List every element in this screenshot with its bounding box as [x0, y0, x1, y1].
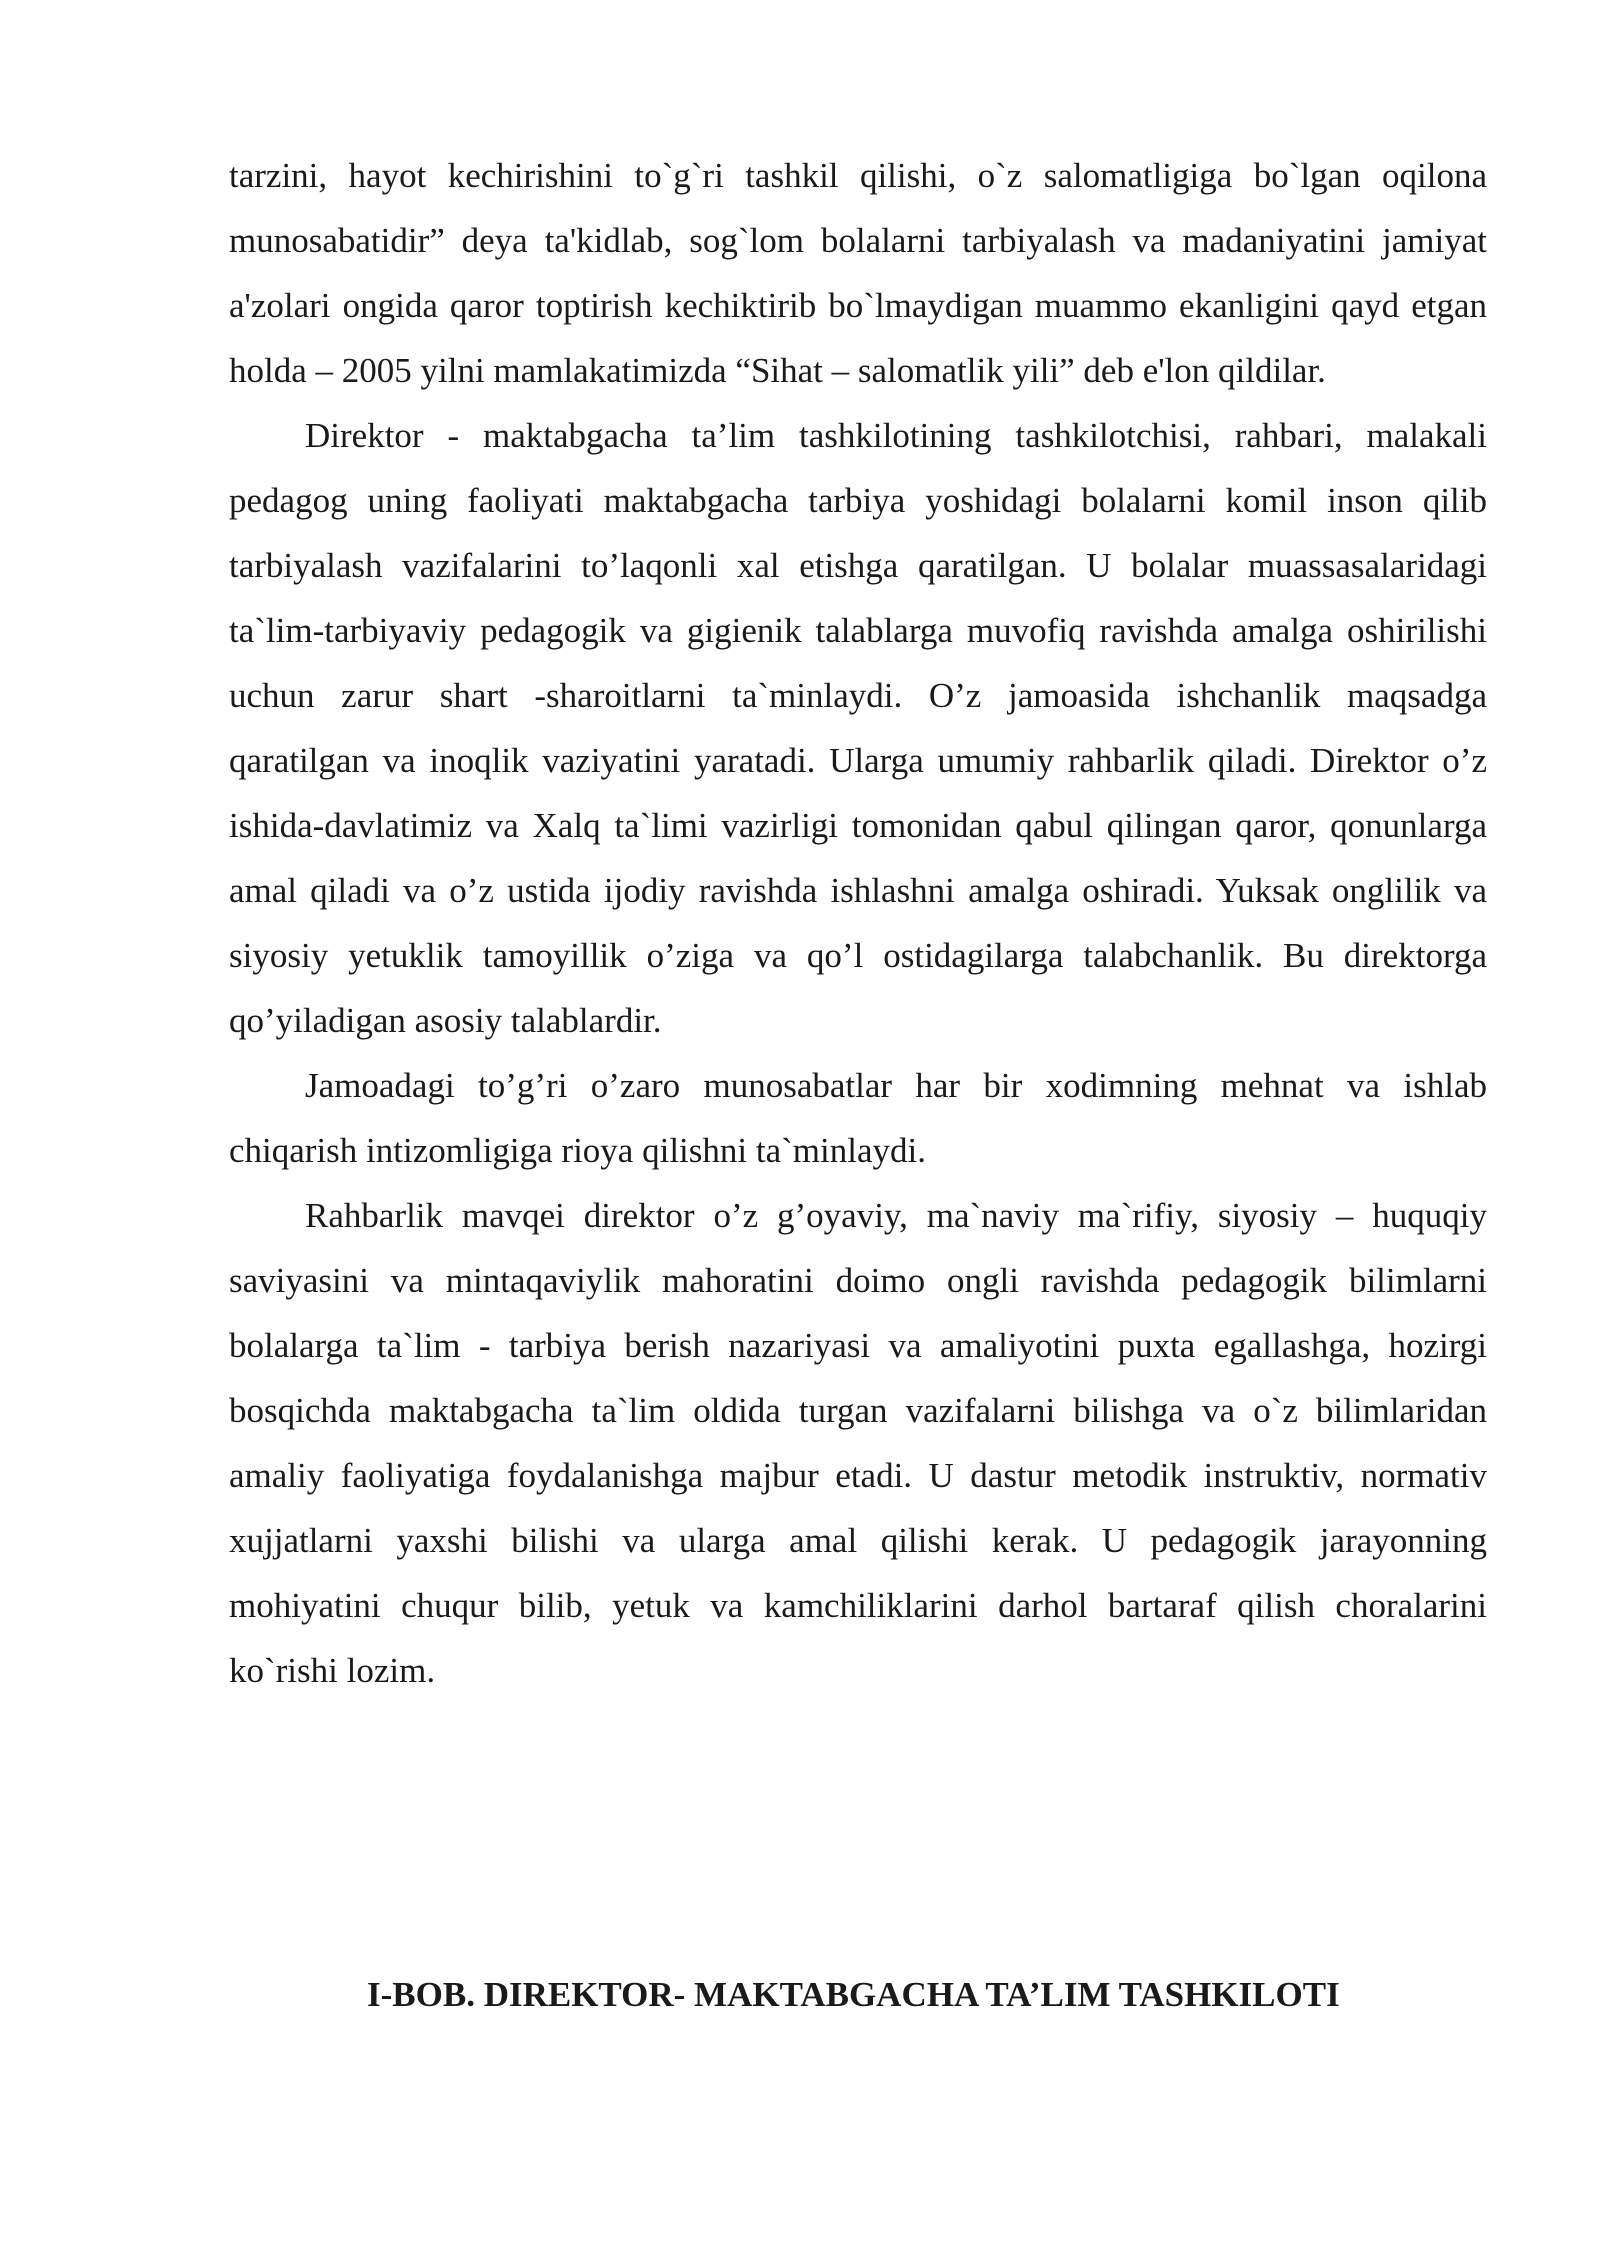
paragraph-director-role: Direktor - maktabgacha ta’lim tashkilotining tashkilotchisi, rahbari, malakali pedagog uning faoliyati maktabgacha tarbiya yoshidagi bolalarni komil inson qilib tarbiyalash vazifalarini to’laqonli xal etishga qaratilgan. U bolalar muassasalaridagi ta`lim-tarbiyaviy pedagogik va gigienik talablarga muvofiq ravishda amalga oshirilishi uchun zarur shart -sharoitlarni ta`minlaydi. O’z jamoasida ishchanlik maqsadga qaratilgan va inoqlik vaziyatini yaratadi. Ularga umumiy rahbarlik qiladi. Direktor o’z ishida-davlatimiz va Xalq ta`limi vazirligi tomonidan qabul qilingan qaror, qonunlarga amal qiladi va o’z ustida ijodiy ravishda ishlashni amalga oshiradi. Yuksak onglilik va siyosiy yetuklik tamoyillik o’ziga va qo’l ostidagilarga talabchanlik. Bu direktorga qo’yiladigan asosiy talablardir.	[229, 416, 1487, 1040]
chapter-heading: I-BOB. DIREKTOR- MAKTABGACHA TA’LIM TASHKILOTI	[367, 1975, 1340, 2014]
paragraph-team-relations: Jamoadagi to’g’ri o’zaro munosabatlar har bir xodimning mehnat va ishlab chiqarish intizomligiga rioya qilishni ta`minlaydi.	[229, 1066, 1487, 1170]
paragraph-continuation: tarzini, hayot kechirishini to`g`ri tashkil qilishi, o`z salomatligiga bo`lgan oqilona munosabatidir” deya ta'kidlab, sog`lom bolalarni tarbiyalash va madaniyatini jamiyat a'zolari ongida qaror toptirish kechiktirib bo`lmaydigan muammo ekanligini qayd etgan holda – 2005 yilni mamlakatimizda “Sihat – salomatlik yili” deb e'lon qildilar.	[229, 156, 1487, 390]
paragraph-leadership-position: Rahbarlik mavqei direktor o’z g’oyaviy, ma`naviy ma`rifiy, siyosiy – huquqiy saviyasini va mintaqaviylik mahoratini doimo ongli ravishda pedagogik bilimlarni bolalarga ta`lim - tarbiya berish nazariyasi va amaliyotini puxta egallashga, hozirgi bosqichda maktabgacha ta`lim oldida turgan vazifalarni bilishga va o`z bilimlaridan amaliy faoliyatiga foydalanishga majbur etadi. U dastur metodik instruktiv, normativ xujjatlarni yaxshi bilishi va ularga amal qilishi kerak. U pedagogik jarayonning mohiyatini chuqur bilib, yetuk va kamchiliklarini darhol bartaraf qilish choralarini ko`rishi lozim.	[229, 1196, 1487, 1690]
body-text	[229, 143, 1487, 1703]
